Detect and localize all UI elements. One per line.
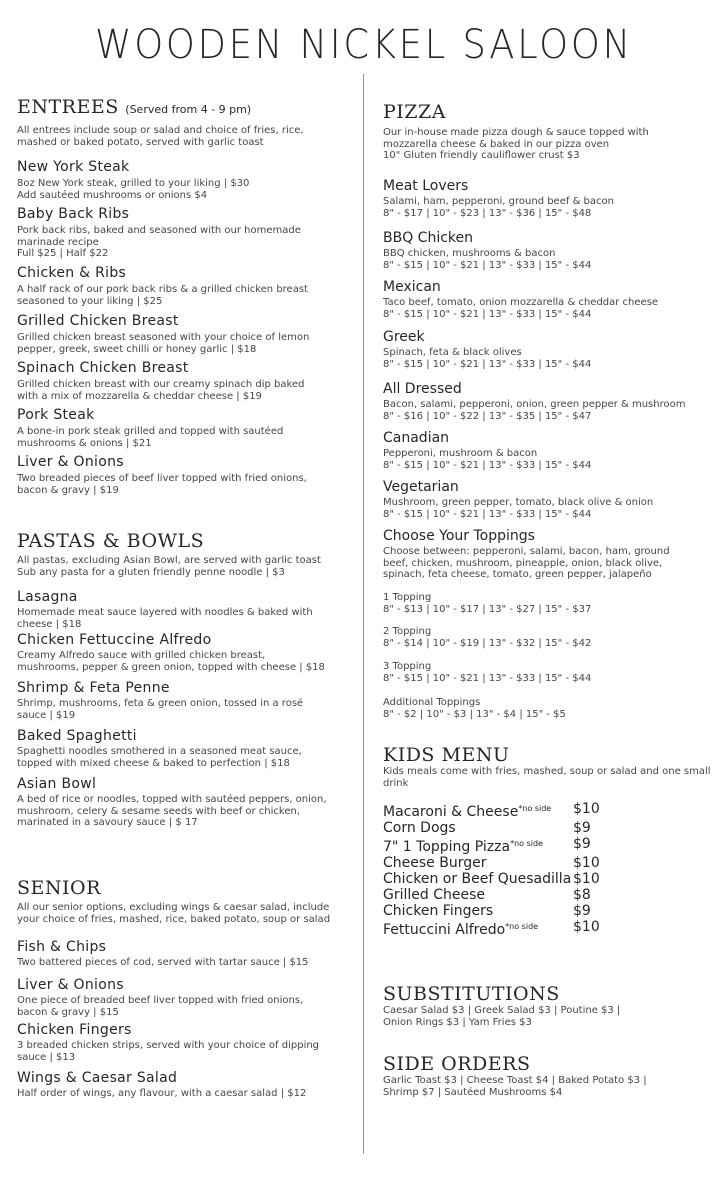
item-desc: 8oz New York steak, grilled to your liking | $30	[17, 178, 250, 189]
kids-item-name: Grilled Cheese	[383, 887, 486, 903]
menu-item	[17, 206, 312, 260]
item-desc: Two battered pieces of cod, served with tartar sauce | $15	[17, 957, 309, 968]
item-name: Vegetarian	[383, 479, 459, 495]
item-name: Asian Bowl	[17, 776, 97, 792]
item-price: 8" - $16 | 10" - $22 | 13" - $35 | 15" - $47	[383, 410, 592, 422]
item-name: Lasagna	[17, 589, 78, 605]
item-desc-extra: Add sautéed mushrooms or onions $4	[17, 189, 208, 201]
sides-text: Garlic Toast $3 | Cheese Toast $4 | Baked Potato $3 | Shrimp $7 | Sautéed Mushrooms $4	[383, 1075, 647, 1098]
tier-price: 8" - $2 | 10" - $3 | 13" - $4 | 15" - $5	[383, 708, 566, 720]
kids-item	[383, 903, 718, 919]
menu-item	[17, 939, 337, 969]
kids-item-name: Chicken or Beef Quesadilla	[383, 871, 572, 887]
item-desc: One piece of breaded beef liver topped with fried onions, bacon & gravy | $15	[17, 995, 304, 1018]
pizza-item	[383, 230, 718, 271]
senior-heading: SENIOR	[17, 877, 101, 899]
topping-tier	[383, 592, 718, 615]
menu-item	[17, 1022, 327, 1063]
item-desc: Creamy Alfredo sauce with grilled chicken breast, mushrooms, pepper & green onion, topped with cheese | $18	[17, 650, 325, 673]
item-name: Spinach Chicken Breast	[17, 360, 189, 376]
pizza-intro-sub: 10" Gluten friendly cauliflower crust $3	[383, 150, 580, 161]
choose-toppings	[383, 528, 683, 581]
menu-item	[17, 589, 322, 630]
item-name: Meat Lovers	[383, 178, 469, 194]
substitutions-section	[383, 983, 643, 1028]
kids-item-name: 7" 1 Topping Pizza$^{*no side}$	[383, 839, 543, 855]
pastas-heading: PASTAS & BOWLS	[17, 530, 205, 552]
entrees-heading	[17, 96, 337, 121]
item-name: Wings & Caesar Salad	[17, 1070, 178, 1086]
kids-intro: Kids meals come with fries, mashed, soup or salad and one small drink	[383, 766, 711, 789]
item-desc: Half order of wings, any flavour, with a caesar salad | $12	[17, 1088, 307, 1099]
item-name: Fish & Chips	[17, 939, 107, 955]
item-desc: Mushroom, green pepper, tomato, black olive & onion	[383, 497, 654, 508]
kids-item-price: $8	[573, 887, 591, 903]
kids-item	[383, 919, 718, 938]
item-desc: A bed of rice or noodles, topped with sautéed peppers, onion, mushroom, celery & sesame seeds with beef or chicken, marinated in a savoury sauce | $ 17	[17, 794, 327, 828]
column-divider	[363, 74, 364, 1154]
senior-intro: All our senior options, excluding wings & caesar salad, include your choice of fries, mashed, rice, baked potato, soup or salad	[17, 902, 331, 925]
menu-item	[17, 407, 307, 449]
kids-item-name: Chicken Fingers	[383, 903, 494, 919]
tier-price: 8" - $13 | 10" - $17 | 13" - $27 | 15" - $37	[383, 603, 592, 615]
item-name: Chicken Fettuccine Alfredo	[17, 632, 212, 648]
item-desc: Pepperoni, mushroom & bacon	[383, 448, 538, 459]
kids-item	[383, 801, 718, 820]
item-name: Pork Steak	[17, 407, 95, 423]
pizza-item	[383, 430, 718, 471]
item-name: Baked Spaghetti	[17, 728, 137, 744]
tier-label: Additional Toppings	[383, 697, 481, 708]
item-desc: Pork back ribs, baked and seasoned with our homemade marinade recipe	[17, 225, 301, 248]
kids-item	[383, 836, 718, 855]
pastas-intro-sub: Sub any pasta for a gluten friendly penne noodle | $3	[17, 566, 285, 578]
tier-label: 2 Topping	[383, 626, 432, 637]
item-name: Choose Your Toppings	[383, 528, 535, 544]
no-side-note: *no side	[505, 922, 539, 931]
menu-item	[17, 680, 312, 721]
pizza-item	[383, 381, 718, 422]
item-price: 8" - $15 | 10" - $21 | 13" - $33 | 15" - $44	[383, 508, 592, 520]
menu-item	[17, 454, 317, 496]
item-name: Chicken & Ribs	[17, 265, 127, 281]
item-name: Greek	[383, 329, 425, 345]
item-price: 8" - $15 | 10" - $21 | 13" - $33 | 15" - $44	[383, 259, 592, 271]
tier-label: 1 Topping	[383, 592, 432, 603]
sides-section	[383, 1053, 673, 1098]
kids-item-price: $9	[573, 903, 591, 919]
kids-item-price: $10	[573, 855, 600, 871]
kids-item-price: $9	[573, 836, 591, 852]
item-desc: A half rack of our pork back ribs & a grilled chicken breast seasoned to your liking | $25	[17, 284, 308, 307]
item-desc: Choose between: pepperoni, salami, bacon, ham, ground beef, chicken, mushroom, pineapple, onion, black olive, spinach, feta cheese, tomato, green pepper, jalapeño	[383, 546, 670, 580]
no-side-note: *no side	[510, 839, 543, 848]
pizza-section	[383, 101, 683, 162]
kids-item	[383, 820, 718, 836]
kids-heading: KIDS MENU	[383, 744, 510, 766]
kids-item	[383, 855, 718, 871]
menu-item	[17, 632, 327, 673]
tier-price: 8" - $14 | 10" - $19 | 13" - $32 | 15" - $42	[383, 637, 592, 649]
menu-item	[17, 728, 312, 769]
pizza-item	[383, 479, 718, 520]
item-desc: Two breaded pieces of beef liver topped with fried onions, bacon & gravy | $19	[17, 473, 307, 496]
kids-item-name: Fettuccini Alfredo$^{*no side}$	[383, 922, 539, 938]
entrees-section	[17, 96, 337, 148]
no-side-note: *no side	[518, 804, 552, 813]
item-name: Shrimp & Feta Penne	[17, 680, 170, 696]
substitutions-text: Caesar Salad $3 | Greek Salad $3 | Poutine $3 | Onion Rings $3 | Yam Fries $3	[383, 1005, 621, 1028]
tier-price: 8" - $15 | 10" - $21 | 13" - $33 | 15" - $44	[383, 672, 592, 684]
item-desc: A bone-in pork steak grilled and topped with sautéed mushrooms & onions | $21	[17, 426, 284, 449]
topping-tier	[383, 626, 718, 649]
kids-item-price: $10	[573, 919, 600, 935]
item-name: BBQ Chicken	[383, 230, 474, 246]
item-name: Canadian	[383, 430, 450, 446]
menu-item	[17, 776, 337, 829]
pizza-item	[383, 329, 718, 370]
item-desc: Grilled chicken breast with our creamy spinach dip baked with a mix of mozzarella & cheddar cheese | $19	[17, 379, 305, 402]
item-desc: Spinach, feta & black olives	[383, 347, 522, 358]
entrees-intro: All entrees include soup or salad and choice of fries, rice, mashed or baked potato, served with garlic toast	[17, 125, 304, 148]
kids-item-price: $10	[573, 871, 600, 887]
pizza-item	[383, 279, 718, 320]
menu-item	[17, 977, 317, 1018]
kids-section	[383, 744, 718, 789]
pizza-heading: PIZZA	[383, 101, 446, 123]
item-name: Liver & Onions	[17, 454, 124, 470]
item-name: New York Steak	[17, 159, 130, 175]
item-price: 8" - $15 | 10" - $21 | 13" - $33 | 15" - $44	[383, 459, 592, 471]
entrees-heading-text: ENTREES	[17, 96, 119, 118]
item-desc: BBQ chicken, mushrooms & bacon	[383, 248, 556, 259]
tier-label: 3 Topping	[383, 661, 432, 672]
kids-list	[383, 801, 718, 938]
pizza-item	[383, 178, 718, 219]
kids-item-price: $9	[573, 820, 591, 836]
item-name: All Dressed	[383, 381, 462, 397]
item-name: Mexican	[383, 279, 441, 295]
kids-item-name: Corn Dogs	[383, 820, 456, 836]
menu-item	[17, 159, 337, 201]
senior-section	[17, 877, 337, 925]
item-desc: Spaghetti noodles smothered in a seasoned meat sauce, topped with mixed cheese & baked to perfection | $18	[17, 746, 302, 769]
menu-item	[17, 360, 317, 402]
item-price: 8" - $17 | 10" - $23 | 13" - $36 | 15" - $48	[383, 207, 592, 219]
pastas-section	[17, 530, 337, 578]
kids-item	[383, 871, 718, 887]
item-desc: Taco beef, tomato, onion mozzarella & cheddar cheese	[383, 297, 659, 308]
entrees-served-note: (Served from 4 - 9 pm)	[125, 103, 252, 116]
pastas-intro: All pastas, excluding Asian Bowl, are served with garlic toast	[17, 555, 321, 566]
topping-tier	[383, 697, 718, 720]
item-name: Grilled Chicken Breast	[17, 313, 179, 329]
item-desc: Salami, ham, pepperoni, ground beef & bacon	[383, 196, 614, 207]
menu-item	[17, 313, 317, 355]
kids-item-price: $10	[573, 801, 600, 817]
pizza-intro: Our in-house made pizza dough & sauce topped with mozzarella cheese & baked in our pizza oven	[383, 127, 649, 150]
item-desc: Bacon, salami, pepperoni, onion, green pepper & mushroom	[383, 399, 686, 410]
item-name: Baby Back Ribs	[17, 206, 130, 222]
item-name: Liver & Onions	[17, 977, 124, 993]
topping-tier	[383, 661, 718, 684]
item-price: 8" - $15 | 10" - $21 | 13" - $33 | 15" - $44	[383, 358, 592, 370]
menu-item	[17, 265, 327, 307]
kids-item-name: Cheese Burger	[383, 855, 487, 871]
item-desc: Grilled chicken breast seasoned with your choice of lemon pepper, greek, sweet chilli or honey garlic | $18	[17, 332, 310, 355]
sides-heading: SIDE ORDERS	[383, 1053, 531, 1075]
item-desc: Homemade meat sauce layered with noodles & baked with cheese | $18	[17, 607, 313, 630]
item-desc-extra: Full $25 | Half $22	[17, 248, 109, 259]
kids-item	[383, 887, 718, 903]
kids-item-name: Macaroni & Cheese$^{*no side}$	[383, 804, 552, 820]
substitutions-heading: SUBSTITUTIONS	[383, 983, 560, 1005]
item-desc: 3 breaded chicken strips, served with your choice of dipping sauce | $13	[17, 1040, 320, 1063]
menu-item	[17, 1070, 347, 1100]
restaurant-title: WOODEN NICKEL SALOON	[95, 22, 633, 68]
item-desc: Shrimp, mushrooms, feta & green onion, tossed in a rosé sauce | $19	[17, 698, 304, 721]
item-price: 8" - $15 | 10" - $21 | 13" - $33 | 15" - $44	[383, 308, 592, 320]
item-name: Chicken Fingers	[17, 1022, 132, 1038]
